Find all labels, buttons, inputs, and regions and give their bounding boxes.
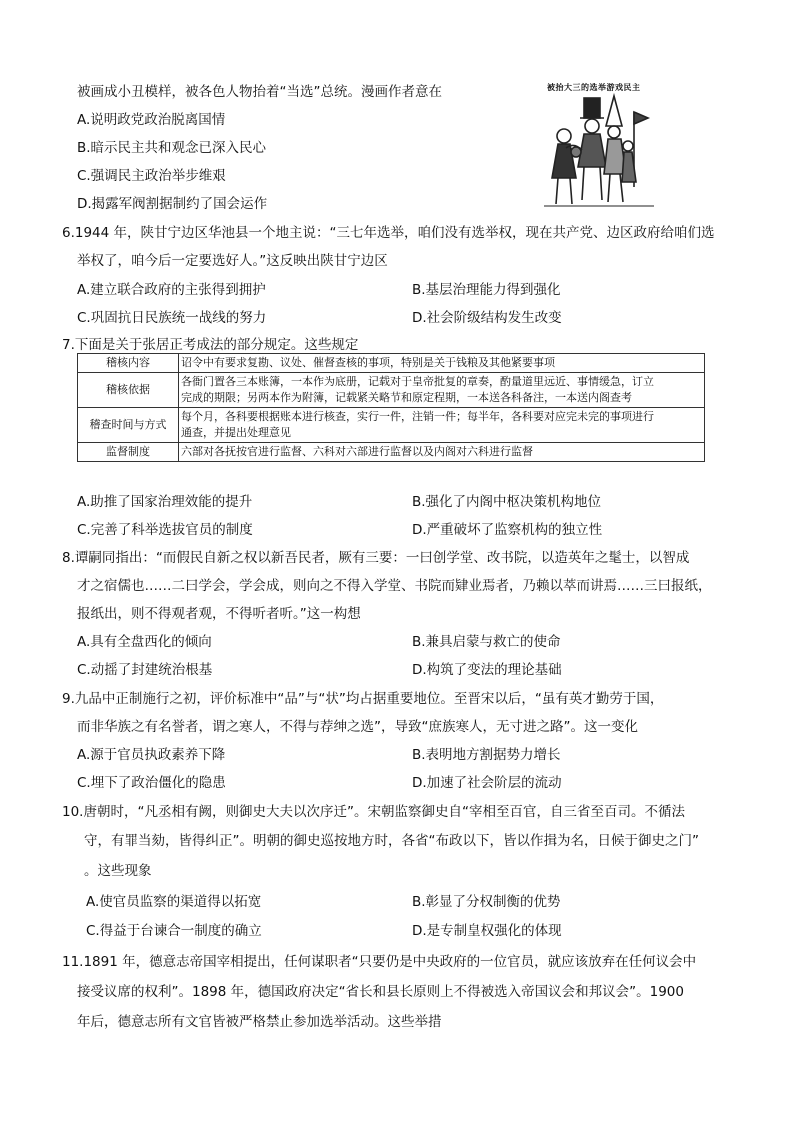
table-cell-line: 每个月，各科要根据账本进行核查，实行一件，注销一件；每半年，各科要对应完未完的事项进行	[181, 410, 654, 423]
table-cell-line: 各衙门置各三本账簿，一本作为底册，记载对于皇帝批复的章奏，酌量道里远近、事情缓急，订立	[181, 375, 654, 388]
table-row	[78, 408, 705, 443]
q8-option-d[interactable]: D.构筑了变法的理论基础	[412, 662, 562, 678]
q5-option-d[interactable]: D.揭露军阀割据制约了国会运作	[77, 196, 268, 212]
q8-option-c[interactable]: C.动摇了封建统治根基	[77, 662, 213, 678]
q5-option-b[interactable]: B.暗示民主共和观念已深入民心	[77, 140, 267, 156]
q7-stem: 7.下面是关于张居正考成法的部分规定。这些规定	[62, 337, 359, 353]
table-cell-line: 通查，并提出处理意见	[181, 426, 291, 439]
q10-stem-line1: 10.唐朝时，“凡丞相有阙，则御史大夫以次序迁”。宋朝监察御史自“宰相至百官，自三省至百司。不循法	[62, 804, 685, 820]
table-cell-value	[179, 373, 705, 408]
q6-option-b[interactable]: B.基层治理能力得到强化	[412, 282, 561, 298]
q11-stem-line3: 年后，德意志所有文官皆被严格禁止参加选举活动。这些举措	[77, 1014, 442, 1030]
q5-option-a[interactable]: A.说明政党政治脱离国情	[77, 112, 226, 128]
table-cell-key: 监督制度	[78, 443, 179, 462]
q10-option-a[interactable]: A.使官员监察的渠道得以拓宽	[86, 894, 262, 910]
table-row	[78, 373, 705, 408]
table-cell-line: 完成的期限；另两本作为附簿，记载紧关略节和原定程期，一本送各科备注，一本送内阁查考	[181, 391, 632, 404]
q10-stem-line2: 守，有罪当劾，皆得纠正”。明朝的御史巡按地方时，各省“布政以下，皆以作揖为名，日候于御史之门”	[84, 833, 699, 849]
q9-option-b[interactable]: B.表明地方割据势力增长	[412, 747, 561, 763]
table-cell-value: 六部对各抚按官进行监督、六科对六部进行监督以及内阁对六科进行监督	[179, 443, 705, 462]
q5-stem-tail: 被画成小丑模样，被各色人物抬着“当选”总统。漫画作者意在	[77, 84, 442, 100]
q9-option-c[interactable]: C.埋下了政治僵化的隐患	[77, 775, 226, 791]
q10-option-c[interactable]: C.得益于台谏合一制度的确立	[86, 923, 262, 939]
q7-option-b[interactable]: B.强化了内阁中枢决策机构地位	[412, 494, 602, 510]
q11-stem-line1: 11.1891 年，德意志帝国宰相提出，任何谋职者“只要仍是中央政府的一位官员，就应该放弃在任何议会中	[62, 954, 697, 970]
political-cartoon-image	[544, 82, 654, 210]
q6-option-c[interactable]: C.巩固抗日民族统一战线的努力	[77, 310, 267, 326]
q7-option-a[interactable]: A.助推了国家治理效能的提升	[77, 494, 253, 510]
q9-stem-line2: 而非华族之有名誉者，谓之寒人，不得与荐绅之选”，导致“庶族寒人，无寸进之路”。这一变化	[77, 719, 638, 735]
q6-option-a[interactable]: A.建立联合政府的主张得到拥护	[77, 282, 266, 298]
q9-option-a[interactable]: A.源于官员执政素养下降	[77, 747, 226, 763]
q8-option-a[interactable]: A.具有全盘西化的倾向	[77, 634, 212, 650]
q8-stem-line1: 8.谭嗣同指出：“而假民自新之权以新吾民者，厥有三要：一曰创学堂、改书院，以造英年之髦士，以智成	[62, 550, 690, 566]
q7-regulation-table	[77, 353, 705, 462]
q9-option-d[interactable]: D.加速了社会阶层的流动	[412, 775, 562, 791]
q11-stem-line2: 接受议席的权利”。1898 年，德国政府决定“省长和县长原则上不得被选入帝国议会和邦议会”。1900	[77, 984, 684, 1000]
cartoon-caption: 被抬大三的选举游戏民主	[547, 83, 641, 92]
q9-stem-line1: 9.九品中正制施行之初，评价标准中“品”与“状”均占据重要地位。至晋宋以后，“虽有英才勤劳于国，	[62, 691, 664, 707]
table-cell-key: 稽核内容	[78, 354, 179, 373]
table-cell-key: 稽核依据	[78, 373, 179, 408]
q8-stem-line2: 才之宿儒也……二曰学会，学会成，则向之不得入学堂、书院而肄业焉者，乃赖以萃而讲焉……三曰报纸，	[77, 578, 712, 594]
q10-stem-line3: 。这些现象	[84, 863, 152, 879]
table-row	[78, 443, 705, 462]
q10-option-d[interactable]: D.是专制皇权强化的体现	[412, 923, 562, 939]
table-cell-value: 诏令中有要求复勘、议处、催督查核的事项，特别是关于钱粮及其他紧要事项	[179, 354, 705, 373]
q7-option-d[interactable]: D.严重破坏了监察机构的独立性	[412, 522, 603, 538]
table-row	[78, 354, 705, 373]
q5-option-c[interactable]: C.强调民主政治举步维艰	[77, 168, 226, 184]
q6-stem-line2: 举权了，咱今后一定要选好人。”这反映出陕甘宁边区	[77, 253, 388, 269]
q8-option-b[interactable]: B.兼具启蒙与救亡的使命	[412, 634, 561, 650]
q6-option-d[interactable]: D.社会阶级结构发生改变	[412, 310, 562, 326]
q6-stem-line1: 6.1944 年，陕甘宁边区华池县一个地主说：“三七年选举，咱们没有选举权，现在共产党、边区政府给咱们选	[62, 225, 715, 241]
q10-option-b[interactable]: B.彰显了分权制衡的优势	[412, 894, 561, 910]
table-cell-value	[179, 408, 705, 443]
q7-option-c[interactable]: C.完善了科举选拔官员的制度	[77, 522, 253, 538]
q8-stem-line3: 报纸出，则不得观者观，不得听者听。”这一构想	[77, 606, 361, 622]
table-cell-key: 稽查时间与方式	[78, 408, 179, 443]
